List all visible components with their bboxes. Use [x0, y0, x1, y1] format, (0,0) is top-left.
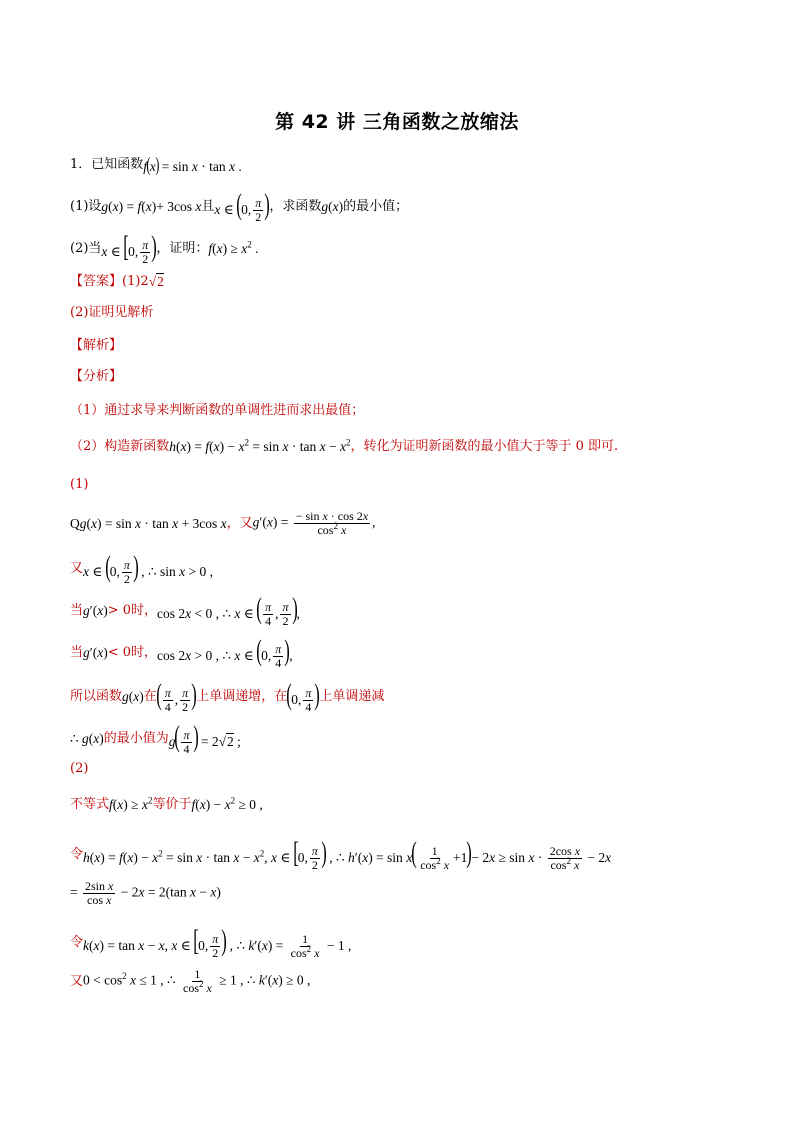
min-value-text: 的最小值为: [103, 731, 169, 747]
part1-suffix: ，求函数: [269, 199, 322, 215]
solution-2-line-1: [70, 796, 263, 814]
answer-value-2: (2)证明见解析: [70, 305, 154, 320]
point2-suffix: ，转化为证明新函数的最小值大于等于 0 即可.: [350, 439, 619, 454]
negative-condition: < 0时，: [107, 645, 158, 661]
solution-1-line-5: [70, 680, 384, 714]
monotonic-prefix: 所以函数: [70, 689, 123, 705]
let-prefix-1: 令: [70, 847, 84, 863]
point2-prefix: （2）构造新函数: [70, 439, 170, 454]
because-symbol: Q: [70, 515, 80, 531]
analysis-heading: 【解析】: [70, 338, 123, 353]
answer-row: [70, 273, 164, 291]
analysis-sub-heading: 【分析】: [70, 369, 123, 384]
solution-1-line-4: [70, 636, 293, 670]
cos-bound: $0 < \cos^2 x \le 1$ , ∴ $\frac{1}{\cos^2 x}$ ≥ 1 , ∴ k′(x) ≥ 0 ,: [83, 967, 311, 995]
increasing-interval: ( $\frac{\pi}{4}$ , $\frac{\pi}{2}$ ): [156, 678, 197, 715]
g-expanded: g(x) = sin x · tan x + 3cos x: [79, 515, 227, 531]
part1-prefix: (1)设: [70, 199, 102, 215]
cos2x-positive: cos 2x > 0 , ∴ x ∈ (0, $\frac{\pi}{4}$ ),: [157, 634, 293, 671]
inequality-prefix: 不等式: [70, 797, 110, 812]
analysis-sub-label: [70, 368, 122, 386]
decreasing-text: 上单调递减: [319, 689, 385, 705]
solution-1-line-1: [70, 510, 376, 537]
solution-1-line-2: [70, 552, 213, 586]
k-definition: k(x) = tan x − x, x ∈ [0, $\frac{\pi}{2}$ ) , ∴ k′(x) = $\frac{1}{\cos^2 x}$ − 1 ,: [83, 924, 352, 961]
part1-end: 的最小值；: [343, 199, 409, 215]
analysis-point-2: [70, 438, 618, 456]
decreasing-interval: (0, $\frac{\pi}{4}$ ): [286, 678, 321, 715]
inequality-to-prove: $f(x) \ge x^2$ .: [208, 239, 259, 257]
g-derivative: g′(x) = $\frac{\text{− sin x · cos 2x}}{\cos^2 x}$ ,: [252, 509, 376, 537]
analysis-label: [70, 337, 122, 355]
solution-2-line-2: [70, 838, 611, 872]
analysis-point-1: （1）通过求导来判断函数的单调性进而求出最值；: [70, 403, 365, 418]
page-title: 第 42 讲 三角函数之放缩法: [275, 111, 519, 133]
solution-1-line-3: [70, 594, 300, 628]
g-prime-positive: g′(x): [83, 603, 108, 619]
also-prefix-2: 又: [70, 973, 84, 989]
h-definition: $h(x) = f(x) - x^2 = \sin x \cdot \tan x - x^2$: [169, 437, 351, 454]
h-derivative-chain: $h(x) = f(x) - x^2 = \sin x \cdot \tan x - x^2$, x ∈ [0, $\frac{\pi}{2}$ ) , ∴ h′(x) = sin x( $\frac{1}{\cos^2 x}$ +1)− 2x ≥ sin x · $\frac{\text{2cos x}}{\cos^2 x}$ − 2x: [83, 836, 612, 873]
problem-intro: 1．已知函数: [70, 157, 144, 172]
part2-prefix: (2)当: [70, 241, 102, 257]
answer-sqrt: √2: [148, 274, 164, 289]
problem-statement: [70, 150, 242, 180]
increasing-text: 上单调递增，在: [196, 689, 288, 705]
g-prime-negative: g′(x): [83, 645, 108, 661]
domain-interval-2: x ∈ [0, $\frac{\pi}{2}$ ): [101, 230, 158, 267]
min-value-expression: g( $\frac{\pi}{4}$ ) = 2√2 ;: [168, 720, 241, 757]
inequality-lhs: $f(x) \ge x^2$: [109, 795, 153, 812]
also-prefix: 又: [70, 561, 84, 577]
therefore-g: ∴ g(x): [70, 731, 104, 747]
solution-1-line-6: [70, 722, 241, 756]
answer-label: 【答案】: [70, 274, 123, 289]
also-text: ，又: [226, 515, 253, 531]
monotonic-on: 在: [143, 689, 157, 705]
inequality-rhs: $f(x) - x^2 \ge 0$ ,: [191, 795, 263, 812]
solution-2-line-5: [70, 968, 310, 995]
g-of-x-2: g(x): [122, 689, 144, 705]
solution-2-line-4: [70, 926, 351, 960]
part1-and: 且: [201, 199, 215, 215]
positive-condition: > 0时，: [107, 603, 158, 619]
let-prefix-2: 令: [70, 935, 84, 951]
problem-part-1: [70, 190, 408, 224]
when-prefix-1: 当: [70, 603, 84, 619]
part2-mid: ，证明：: [156, 241, 209, 257]
equivalent-text: 等价于: [152, 797, 192, 812]
when-prefix-2: 当: [70, 645, 84, 661]
function-definition: f(x) = sin x · tan x .: [143, 154, 242, 176]
answer-value-1: (1)2: [122, 274, 149, 289]
solution-1-label: (1): [70, 477, 89, 492]
g-definition: g(x) = f(x)+ 3cos x: [101, 199, 202, 215]
solution-2-label: (2): [70, 761, 89, 776]
h-derivative-simplified: = $\frac{\text{2sin x}}{\text{cos x}}$ − 2x = 2(tan x − x): [70, 879, 221, 907]
g-of-x: g(x): [321, 199, 344, 215]
problem-part-2: [70, 232, 259, 266]
solution-2-line-3: [70, 880, 221, 907]
x-in-interval: x ∈ (0, $\frac{\pi}{2}$ ) , ∴ sin x > 0 ,: [83, 550, 213, 587]
cos2x-negative: cos 2x < 0 , ∴ x ∈ ( $\frac{\pi}{4}$ , $\frac{\pi}{2}$ ),: [157, 592, 300, 629]
domain-interval: x ∈ (0, $\frac{\pi}{2}$ ): [214, 188, 271, 225]
